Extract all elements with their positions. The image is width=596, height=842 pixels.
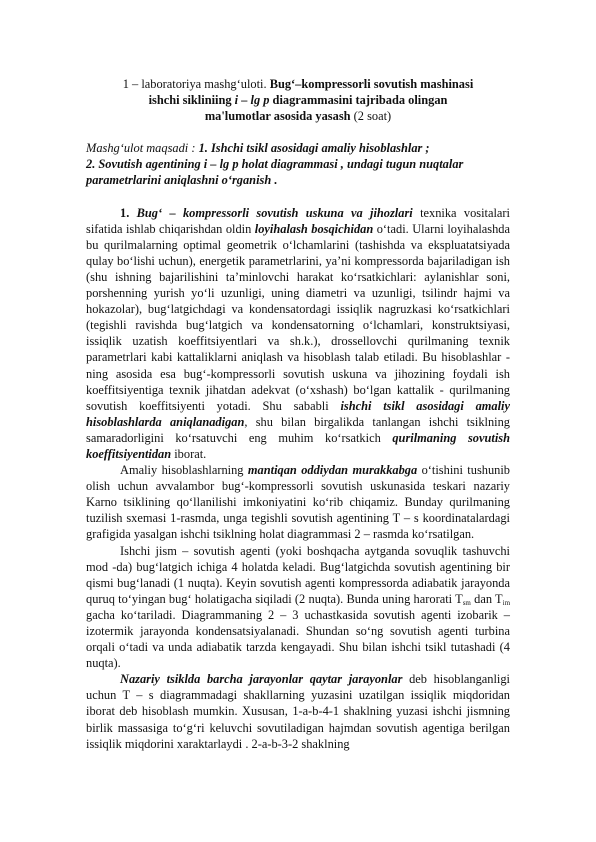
section-number: 1. xyxy=(120,205,130,220)
temperature-symbol-2: T xyxy=(495,591,503,606)
title-part-c: diagrammasini tajribada olingan xyxy=(272,93,448,108)
goal-item-2-cont: parametrlarini aniqlashni o‘rganish . xyxy=(86,173,278,188)
paragraph-3 xyxy=(86,543,510,672)
p2-emphasis: mantiqan oddiydan murakkabga xyxy=(247,463,418,478)
goal-item-2: 2. Sovutish agentining i – lg p holat diagrammasi , undagi tugun nuqtalar xyxy=(86,157,464,172)
title-line-3 xyxy=(86,108,510,124)
p1-text-3: , shu bilan birgalikda tanlangan ishchi tsiklning samaradorligini ko‘rsatuvchi eng muhim ko‘rsatkich xyxy=(86,414,510,445)
p4-emphasis: Nazariy tsiklda barcha jarayonlar qaytar jarayonlar xyxy=(120,672,403,687)
title-diagram-symbol: i – lg p xyxy=(234,93,270,108)
p1-emphasis-1: loyihalash bosqichidan xyxy=(254,221,374,236)
goal-item-1: 1. Ishchi tsikl asosidagi amaliy hisoblashlar ; xyxy=(198,141,430,156)
p4-text-1: deb hisoblanganligi uchun T – s diagrammadagi shakllarning yuzasini uzatilgan issiqlik miqdoridan iborat deb hisoblash mumkin. Xususan, 1-a-b-4-1 shaklning yuzasi ishchi jismning birlik massasiga to‘g‘ri keluvchi sovutiladigan hajmdan sovutish agentiga berilgan issiqlik miqdorini xaraktarlaydi . 2-a-b-3-2 shaklning xyxy=(86,672,510,751)
lab-title xyxy=(86,76,510,124)
title-line-2 xyxy=(86,92,510,108)
title-duration: (2 soat) xyxy=(353,109,392,124)
temperature-subscript-sm: sm xyxy=(462,598,471,607)
title-part-d: ma'lumotlar asosida yasash xyxy=(204,109,351,124)
p2-text-2: o‘tishini tushunib olish uchun avvalambor bug‘-kompressorli sovutish uskunasida teskari nazariy Karno tsiklining qo‘llanilishi imkoniyatini ko‘rib chiqamiz. Bunday qurilmaning tuzilish sxemasi 1-rasmda, unga tegishli sovutish agentining T – s koordinatalardagi grafigida yasalgan ishchi tsiklning holat diagrammasi 2 – rasmda ko‘rsatilgan. xyxy=(86,463,510,542)
title-lab-number: 1 – laboratoriya mashg‘uloti. xyxy=(122,77,267,91)
title-line-1 xyxy=(86,76,510,92)
goal-label: Mashg‘ulot maqsadi : xyxy=(86,141,196,156)
p1-emphasis-3: qurilmaning sovutish koeffitsiyentidan xyxy=(86,430,510,461)
title-topic: Bug‘–kompressorli sovutish mashinasi xyxy=(269,77,474,91)
p1-emphasis-2: ishchi tsikl asosidagi amaliy hisoblashlarda aniqlanadigan xyxy=(86,398,510,429)
p2-text-1: Amaliy hisoblashlarning xyxy=(120,463,244,478)
temperature-symbol: T xyxy=(455,591,463,606)
paragraph-1 xyxy=(86,205,510,463)
paragraph-4 xyxy=(86,671,510,751)
p1-text-2: o‘tadi. Ularni loyihalashda bu qurilmalarning optimal geometrik o‘lchamlarini (tashishda va ekspluatatsiyada qulay bo‘lishi uchun), energetik parametrlarini, ya’ni kompressorda bajariladigan ish (shu ishning bajarilishini ta’minlovchi harakat ko‘rsatkichlari: aylanishlar soni, porshenning yurish yo‘li uzunligi, uning diametri va uzunligi, tsilindr hajmi va hokazolar), bug‘latgichdagi va kondensatordagi issiqlik nagruzkasi ko‘rsatkichlari (tegishli ravishda bug‘latgich va kondensatorning o‘lchamlari, konstruktsiyasi, issiqlik uzatish koeffitsiyentlari va sh.k.), drossellovchi qurilmaning texnik parametrlari kabi kattaliklarni aniqlash va hisoblash talab etiladi. Bu hisoblashlar -ning asosida esa bug‘-kompressorli sovutish uskuna va jihozining foydali ish koeffitsiyentiga texnik jihatdan adekvat (o‘xshash) bo‘lgan kattalik - qurilmaning sovutish koeffitsiyenti yotadi. Shu sababli xyxy=(86,221,510,413)
section-heading: Bug‘ – kompressorli sovutish uskuna va jihozlari xyxy=(136,205,413,220)
p1-text-4: iborat. xyxy=(174,446,207,461)
paragraph-2 xyxy=(86,462,510,542)
lesson-goal xyxy=(86,140,510,188)
temperature-subscript-im: im xyxy=(502,598,511,607)
p3-text-1: Ishchi jism – sovutish agenti (yoki boshqacha aytganda sovuqlik tashuvchi mod -da) bug‘latgich ichiga 4 holatda keladi. Bug‘latgichda sovutish agentining bir qismi bug‘lanadi (1 nuqta). Keyin sovutish agenti kompressorda adiabatik jarayonda quruq to‘yingan bug‘ holatigacha siqiladi (2 nuqta). Bunda uning harorati xyxy=(86,543,510,606)
p1-text-1: texnika vositalari sifatida ishlab chiqarishdan oldin xyxy=(86,205,510,236)
p3-text-2: dan xyxy=(474,591,493,606)
title-part-a: ishchi sikliniing xyxy=(148,93,232,108)
p3-text-3: gacha ko‘tariladi. Diagrammaning 2 – 3 uchastkasida sovutish agenti izobarik – izotermik jarayonda kondensatsiyalanadi. Shundan so‘ng sovutish agenti turbina orqali o‘tadi va unda adiabatik tarzda kengayadi. Shu bilan ishchi tsikl tutashadi (4 nuqta). xyxy=(86,607,510,671)
